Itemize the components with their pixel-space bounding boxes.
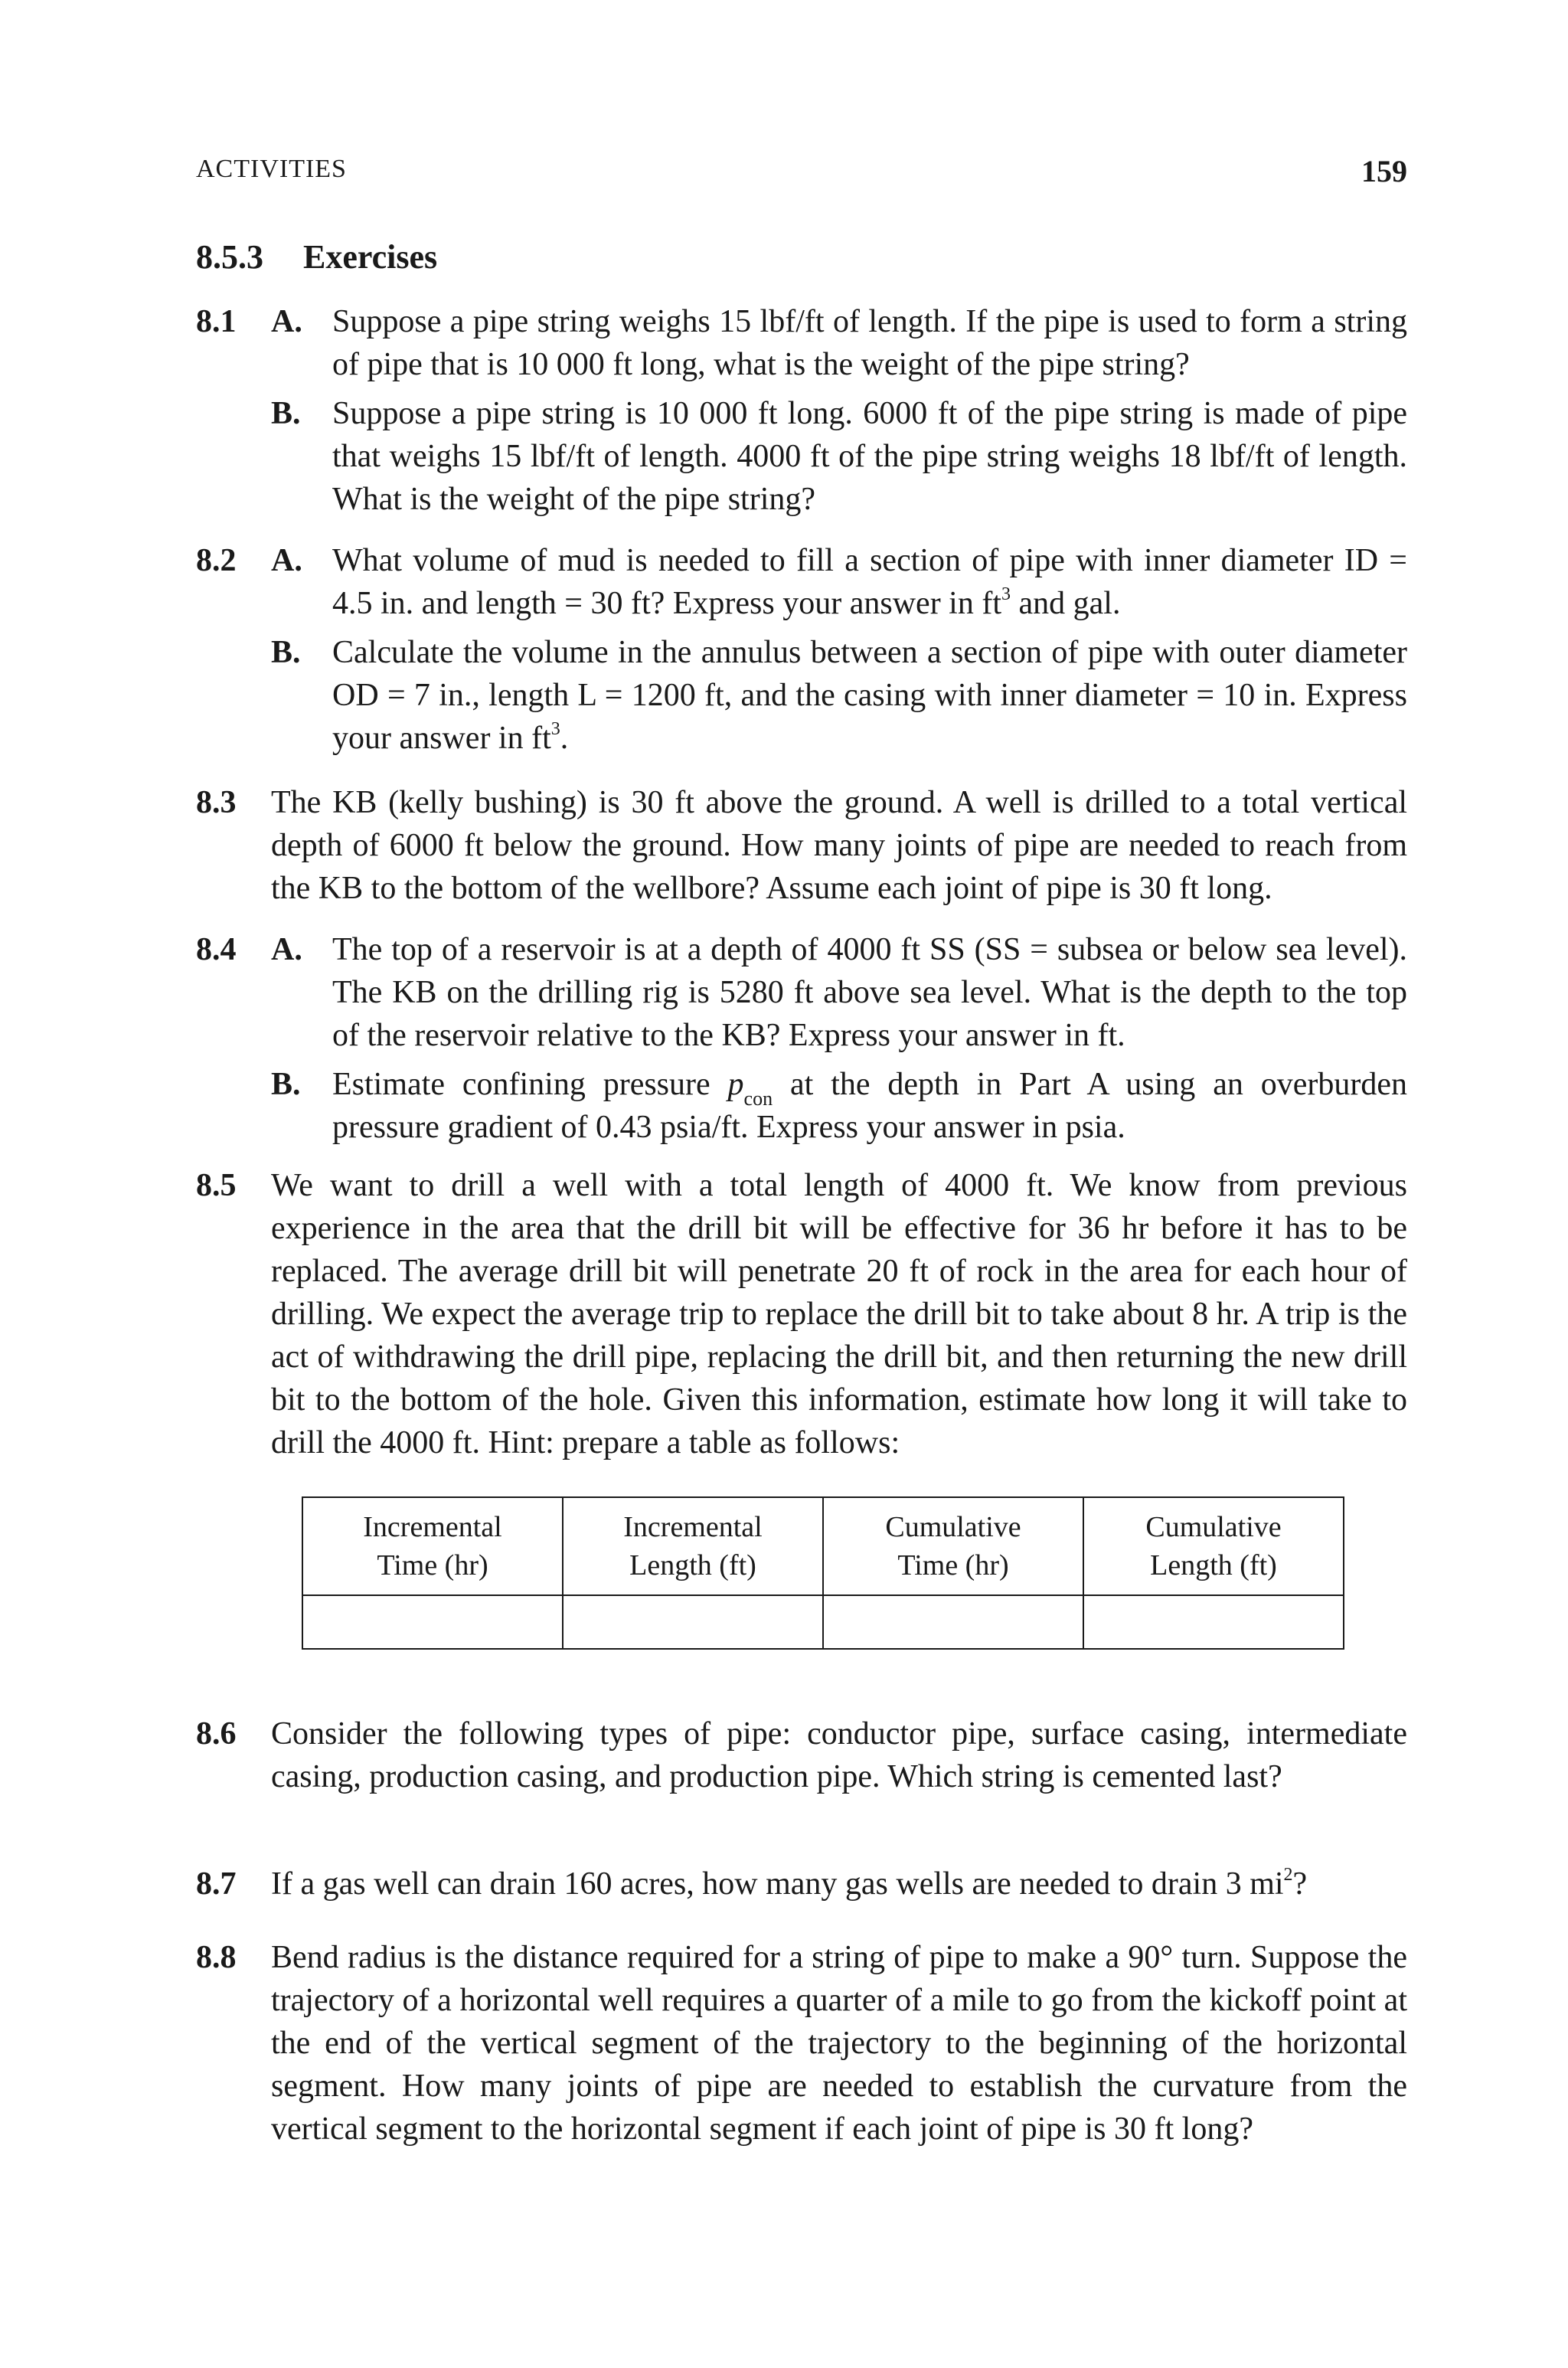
exercise-part-b xyxy=(271,631,1407,760)
part-text: Estimate confining pressure xyxy=(332,1067,728,1102)
header-line: Length (ft) xyxy=(1150,1549,1277,1581)
exercise-text: The KB (kelly bushing) is 30 ft above the ground. A well is drilled to a total vertical depth of 6000 ft below the ground. How many joints of pipe are needed to reach from the KB to the bottom of the wellbore? Assume each joint of pipe is 30 ft long. xyxy=(271,785,1407,906)
part-text-end: and gal. xyxy=(1011,586,1121,621)
exercise-text xyxy=(271,1863,1407,1905)
exercise-number: 8.4 xyxy=(196,932,237,967)
table-cell xyxy=(1083,1595,1344,1649)
section-title: Exercises xyxy=(303,238,438,276)
table-cell xyxy=(823,1595,1083,1649)
exercise-number: 8.5 xyxy=(196,1168,237,1203)
exercise-8-6 xyxy=(196,1712,1407,1798)
exercise-text-main: If a gas well can drain 160 acres, how many gas wells are needed to drain 3 mi xyxy=(271,1866,1284,1902)
header-line: Time (hr) xyxy=(377,1549,488,1581)
exercise-8-8 xyxy=(196,1936,1407,2150)
exercise-8-5 xyxy=(196,1164,1407,1464)
header-line: Cumulative xyxy=(1145,1511,1282,1543)
header-line: Time (hr) xyxy=(897,1549,1009,1581)
book-page xyxy=(196,0,1407,2368)
page-number: 159 xyxy=(1361,154,1407,188)
subscript: con xyxy=(743,1088,773,1110)
exercise-part-b xyxy=(271,1063,1407,1149)
exercise-number: 8.7 xyxy=(196,1866,237,1902)
part-text: Calculate the volume in the annulus between a section of pipe with outer diameter OD = 7 in., length L = 1200 ft, and the casing with inner diameter = 10 in. Express your answer in ft xyxy=(332,635,1407,756)
part-text: Suppose a pipe string weighs 15 lbf/ft of length. If the pipe is used to form a string of pipe that is 10 000 ft long, what is the weight of the pipe string? xyxy=(332,304,1407,382)
pressure-variable: p xyxy=(727,1067,744,1102)
running-head: ACTIVITIES xyxy=(196,155,347,183)
part-text-end: at the depth in Part A using an overburden pressure gradient of 0.43 psia/ft. Express your answer in psia. xyxy=(332,1067,1407,1145)
part-text: The top of a reservoir is at a depth of 4000 ft SS (SS = subsea or below sea level). The KB on the drilling rig is 5280 ft above sea level. What is the depth to the top of the reservoir relative to the KB? Express your answer in ft. xyxy=(332,932,1407,1053)
table-row xyxy=(302,1595,1344,1649)
exercise-8-3 xyxy=(196,781,1407,910)
part-text: What volume of mud is needed to fill a section of pipe with inner diameter ID = 4.5 in. and length = 30 ft? Express your answer in ft xyxy=(332,543,1407,621)
exercise-text: We want to drill a well with a total length of 4000 ft. We know from previous experience in the area that the drill bit will be effective for 36 hr before it has to be replaced. The average drill bit will penetrate 20 ft of rock in the area for each hour of drilling. We expect the average trip to replace the drill bit to take about 8 hr. A trip is the act of withdrawing the drill pipe, replacing the drill bit, and then returning the new drill bit to the bottom of the hole. Given this information, estimate how long it will take to drill the 4000 ft. Hint: prepare a table as follows: xyxy=(271,1168,1407,1460)
part-text-end: . xyxy=(560,721,569,756)
exercise-8-1 xyxy=(196,300,1407,521)
exercise-8-2 xyxy=(196,539,1407,760)
exercise-part-a xyxy=(271,928,1407,1057)
exercise-part-a xyxy=(271,300,1407,386)
superscript: 3 xyxy=(550,719,560,739)
exercise-number: 8.8 xyxy=(196,1940,237,1975)
exercise-number: 8.3 xyxy=(196,785,237,820)
table-header-row xyxy=(302,1497,1344,1595)
part-label: B. xyxy=(271,635,301,670)
part-label: B. xyxy=(271,1067,301,1102)
exercise-number: 8.1 xyxy=(196,304,237,339)
header-line: Length (ft) xyxy=(629,1549,756,1581)
section-heading xyxy=(196,237,437,276)
header-line: Cumulative xyxy=(885,1511,1021,1543)
exercise-8-7 xyxy=(196,1863,1407,1905)
exercise-number: 8.6 xyxy=(196,1716,237,1751)
part-text: Suppose a pipe string is 10 000 ft long. 6000 ft of the pipe string is made of pipe that weighs 15 lbf/ft of length. 4000 ft of the pipe string weighs 18 lbf/ft of length. What is the weight of the pipe string? xyxy=(332,396,1407,517)
superscript: 3 xyxy=(1001,584,1011,604)
section-number: 8.5.3 xyxy=(196,238,263,276)
part-label: A. xyxy=(271,304,302,339)
superscript: 2 xyxy=(1283,1865,1293,1885)
table-header-cell xyxy=(1083,1497,1344,1595)
table-header-cell xyxy=(563,1497,823,1595)
table-header-cell xyxy=(823,1497,1083,1595)
part-label: B. xyxy=(271,396,301,431)
table-cell xyxy=(302,1595,563,1649)
part-label: A. xyxy=(271,932,302,967)
exercise-text-end: ? xyxy=(1292,1866,1308,1902)
table-header-cell xyxy=(302,1497,563,1595)
exercise-number: 8.2 xyxy=(196,543,237,578)
exercise-part-b xyxy=(271,392,1407,521)
header-line: Incremental xyxy=(363,1511,502,1543)
drilling-time-table xyxy=(302,1496,1344,1650)
header-line: Incremental xyxy=(623,1511,763,1543)
exercise-text: Bend radius is the distance required for a string of pipe to make a 90° turn. Suppose the trajectory of a horizontal well requires a quarter of a mile to go from the kickoff point at the end of the vertical segment of the trajectory to the beginning of the horizontal segment. How many joints of pipe are needed to establish the curvature from the vertical segment to the horizontal segment if each joint of pipe is 30 ft long? xyxy=(271,1940,1407,2147)
exercise-text: Consider the following types of pipe: conductor pipe, surface casing, intermediate casing, production casing, and production pipe. Which string is cemented last? xyxy=(271,1716,1407,1794)
part-label: A. xyxy=(271,543,302,578)
table-cell xyxy=(563,1595,823,1649)
exercise-part-a xyxy=(271,539,1407,625)
exercise-8-4 xyxy=(196,928,1407,1149)
